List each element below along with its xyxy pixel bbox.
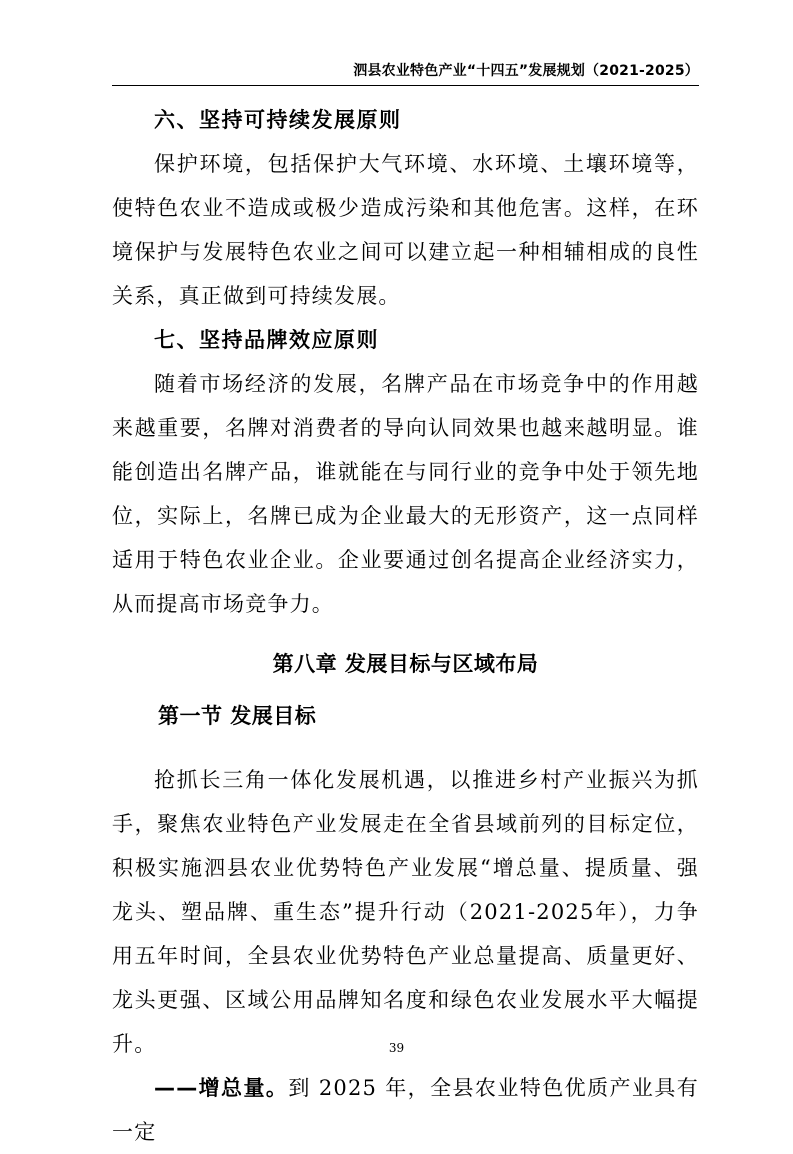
principle-6-paragraph: 保护环境，包括保护大气环境、水环境、土壤环境等，使特色农业不造成或极少造成污染和其他危害。这样，在环境保护与发展特色农业之间可以建立起一种相辅相成的良性关系，真正做到可持续发展。 — [112, 152, 699, 308]
goal-1-paragraph — [112, 1066, 699, 1154]
principle-6-heading: 六、坚持可持续发展原则 — [154, 108, 402, 132]
chapter-title: 第八章 发展目标与区域布局 — [272, 652, 539, 676]
goal-1-text: 到 2025 年，全县农业特色优质产业具有一定 — [112, 1076, 699, 1144]
page-content — [112, 98, 699, 1154]
header-rule — [112, 85, 699, 86]
principle-7-paragraph: 随着市场经济的发展，名牌产品在市场竞争中的作用越来越重要，名牌对消费者的导向认同效果也越来越明显。谁能创造出名牌产品，谁就能在与同行业的竞争中处于领先地位，实际上，名牌已成为企业最大的无形资产，这一点同样适用于特色农业企业。企业要通过创名提高企业经济实力，从而提高市场竞争力。 — [112, 372, 699, 616]
running-header: 泗县农业特色产业“十四五”发展规划（2021-2025） — [353, 63, 699, 79]
section-1-paragraph: 抢抓长三角一体化发展机遇，以推进乡村产业振兴为抓手，聚焦农业特色产业发展走在全省县域前列的目标定位，积极实施泗县农业优势特色产业发展“增总量、提质量、强龙头、塑品牌、重生态”提升行动（2021-2025年），力争用五年时间，全县农业优势特色产业总量提高、质量更好、龙头更强、区域公用品牌知名度和绿色农业发展水平大幅提升。 — [112, 768, 699, 1056]
page-number: 39 — [388, 1041, 405, 1055]
section-title: 第一节 发展目标 — [158, 704, 317, 728]
goal-1-lead: ——增总量。 — [154, 1076, 289, 1100]
principle-7-heading: 七、坚持品牌效应原则 — [154, 328, 379, 352]
